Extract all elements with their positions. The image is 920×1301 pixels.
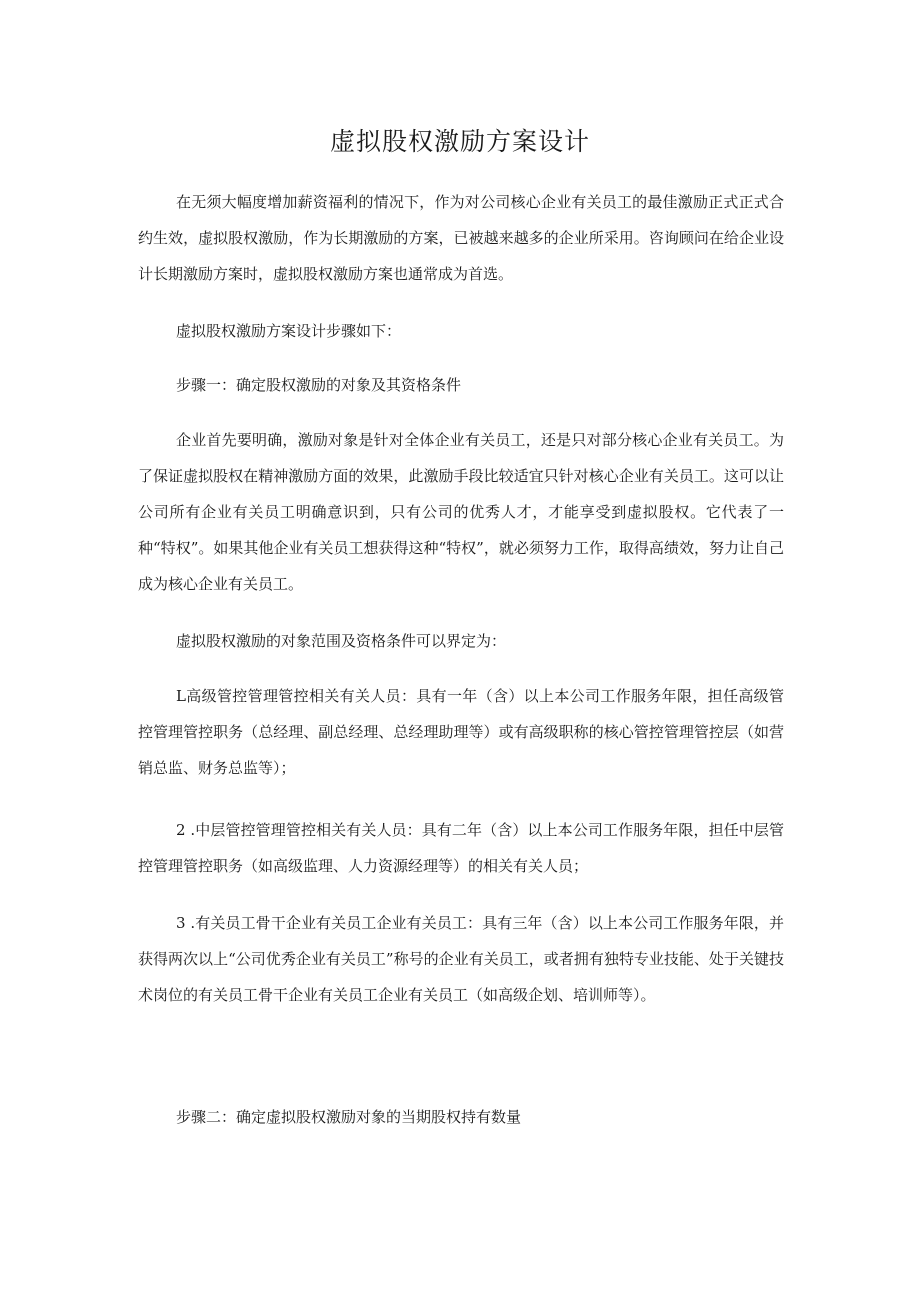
step2-heading: 步骤二：确定虚拟股权激励对象的当期股权持有数量 [176,1108,522,1126]
criteria-item-1: L高级管控管理管控相关有关人员：具有一年（含）以上本公司工作服务年限，担任高级管控管理管控职务（总经理、副总经理、总经理助理等）或有高级职称的核心管控管理管控层（如营销总监、财务总监等）； [138,687,784,777]
step1-heading: 步骤一：确定股权激励的对象及其资格条件 [176,376,462,394]
intro-paragraph: 在无须大幅度增加薪资福利的情况下，作为对公司核心企业有关员工的最佳激励正式正式合约生效，虚拟股权激励，作为长期激励的方案，已被越来越多的企业所采用。咨询顾问在给企业设计长期激励方案时，虚拟股权激励方案也通常成为首选。 [138,193,784,283]
scope-paragraph: 企业首先要明确，激励对象是针对全体企业有关员工，还是只对部分核心企业有关员工。为了保证虚拟股权在精神激励方面的效果，此激励手段比较适宜只针对核心企业有关员工。这可以让公司所有企业有关员工明确意识到，只有公司的优秀人才，才能享受到虚拟股权。它代表了一种“特权”。如果其他企业有关员工想获得这种“特权”，就必须努力工作，取得高绩效，努力让自己成为核心企业有关员工。 [138,431,784,593]
criteria-item-3: 3 .有关员工骨干企业有关员工企业有关员工：具有三年（含）以上本公司工作服务年限，并获得两次以上“公司优秀企业有关员工”称号的企业有关员工，或者拥有独特专业技能、处于关键技术岗位的有关员工骨干企业有关员工企业有关员工（如高级企划、培训师等）。 [138,914,784,1004]
steps-intro-line: 虚拟股权激励方案设计步骤如下： [176,322,402,340]
range-intro-line: 虚拟股权激励的对象范围及资格条件可以界定为： [176,632,507,650]
criteria-item-2: 2 .中层管控管理管控相关有关人员：具有二年（含）以上本公司工作服务年限，担任中层管控管理管控职务（如高级监理、人力资源经理等）的相关有关人员； [138,821,784,875]
document-title: 虚拟股权激励方案设计 [329,127,590,156]
